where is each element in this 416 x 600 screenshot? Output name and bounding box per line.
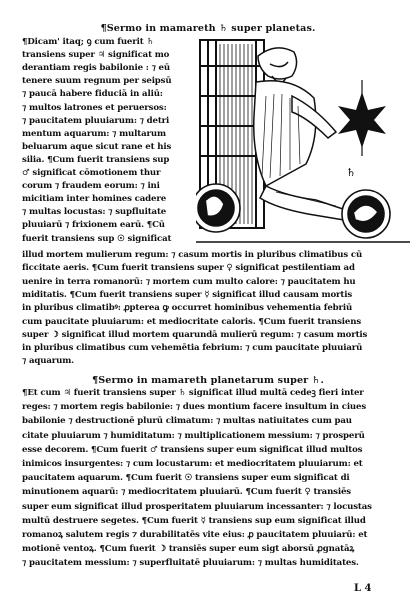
text-line: ⁊ multas locustas: ⁊ supfluitate xyxy=(22,207,167,218)
text-line: super ☽ significat illud mortem quarundā mulierū regum: ⁊ casum mortis xyxy=(22,329,368,340)
text-line: micitiam inter homines cadere xyxy=(22,194,167,205)
section-heading-second: ¶Sermo in mamareth planetarum super ♄. xyxy=(92,375,324,386)
text-line: ⁊ paucā habere fiduciā in aliū: xyxy=(22,89,163,100)
astrologer-woodcut-image xyxy=(196,36,410,248)
text-line: mentum aquarum: ⁊ multarum xyxy=(22,128,166,139)
text-line: multū destruere segetes. ¶Cum fuerit ☿ transiens sup eum significat illud xyxy=(22,515,366,526)
text-line: illud mortem mulierum regum: ⁊ casum mortis in pluribus climatibus cū xyxy=(22,250,363,260)
text-line: ¶Dicam' itaq; ꝯ cum fuerit ♄ xyxy=(22,37,154,47)
text-line: silia. ¶Cum fuerit transiens sup xyxy=(22,154,170,165)
folio-signature: L 4 xyxy=(354,583,372,594)
text-line: super eum significat illud prosperitatem pluuiarum incessanter: ⁊ locustas xyxy=(22,501,372,512)
text-line: ficcitate aeris. ¶Cum fuerit transiens super ♀ significat pestilentiam ad xyxy=(22,263,355,274)
text-line: beluarum aque sicut rane et his xyxy=(22,141,172,152)
text-line: ⁊ paucitatem pluuiarum: ⁊ detri xyxy=(22,115,170,126)
text-line: fuerit transiens sup ☉ significat xyxy=(22,233,172,244)
text-line: corum ⁊ fraudem eorum: ⁊ ini xyxy=(22,181,160,192)
text-line: ⁊ aquarum. xyxy=(22,356,75,367)
text-line: ⁊ paucitatem messium: ⁊ superfluitatē pluuiarum: ⁊ multas humiditates. xyxy=(22,558,359,569)
text-line: romanoꝝ salutem regis ⁊ durabilitatēs vite eius: ꝓ paucitatem pluuiarū: et xyxy=(22,530,368,540)
text-line: paucitatem aquarum. ¶Cum fuerit ☉ transiens super eum significat di xyxy=(22,473,350,484)
text-line: in pluribus climatibꝰ: ꝓpterea ꝙ occurret hominibus vehementia febriū xyxy=(22,303,353,314)
text-line: motionē ventoꝝ. ¶Cum fuerit ☽ transiēs super eum sigt aborsū ꝓgnatāꝝ xyxy=(22,544,355,555)
text-line: citate pluuiarum ⁊ humiditatum: ⁊ multiplicationem messium: ⁊ prosperū xyxy=(22,430,365,441)
svg-text:♄: ♄ xyxy=(346,166,356,179)
text-line: esse decorem. ¶Cum fuerit ♂ transiens super eum significat illud multos xyxy=(22,444,363,455)
text-line: ¶Et cum ♃ fuerit transiens super ♄ significat illud multā cedeꝫ fieri inter xyxy=(22,388,364,398)
text-line: transiens super ♃ significat mo xyxy=(22,50,170,61)
text-line: pluuiarū ⁊ frixionem earū. ¶Cū xyxy=(22,220,165,231)
text-line: minutionem aquarū: ⁊ mediocritatem pluuiarū. ¶Cum fuerit ♀ transiēs xyxy=(22,487,351,498)
text-line: uenire in terra romanorū: ⁊ mortem cum multo calore: ⁊ paucitatem hu xyxy=(22,276,356,287)
section-heading-top: ¶Sermo in mamareth ♄ super planetas. xyxy=(100,23,316,34)
text-line: derantiam regis babilonie : ⁊ eū xyxy=(22,63,170,74)
text-line: reges: ⁊ mortem regis babilonie: ⁊ dues montium facere insultum in ciues xyxy=(22,402,367,413)
text-line: cum paucitate pluuiarum: et mediocritate caloris. ¶Cum fuerit transiens xyxy=(22,316,362,327)
text-line: in pluribus climatibus cum vehemētia febrium: ⁊ cum paucitate pluuiarū xyxy=(22,343,363,354)
text-line: babilonie ⁊ destructionē plurū climatum: ⁊ multas natiuitates cum pau xyxy=(22,416,352,427)
text-line: ♂ significat cōmotionem thur xyxy=(22,168,161,178)
text-line: miditatis. ¶Cum fuerit transiens super ☿ significat illud causam mortis xyxy=(22,289,353,300)
text-line: tenere suum regnum per seipsū xyxy=(22,76,172,87)
text-line: ⁊ multos latrones et peruersos: xyxy=(22,102,167,113)
text-line: inimicos insurgentes: ⁊ cum locustarum: et mediocritatem pluuiarum: et xyxy=(22,459,363,469)
